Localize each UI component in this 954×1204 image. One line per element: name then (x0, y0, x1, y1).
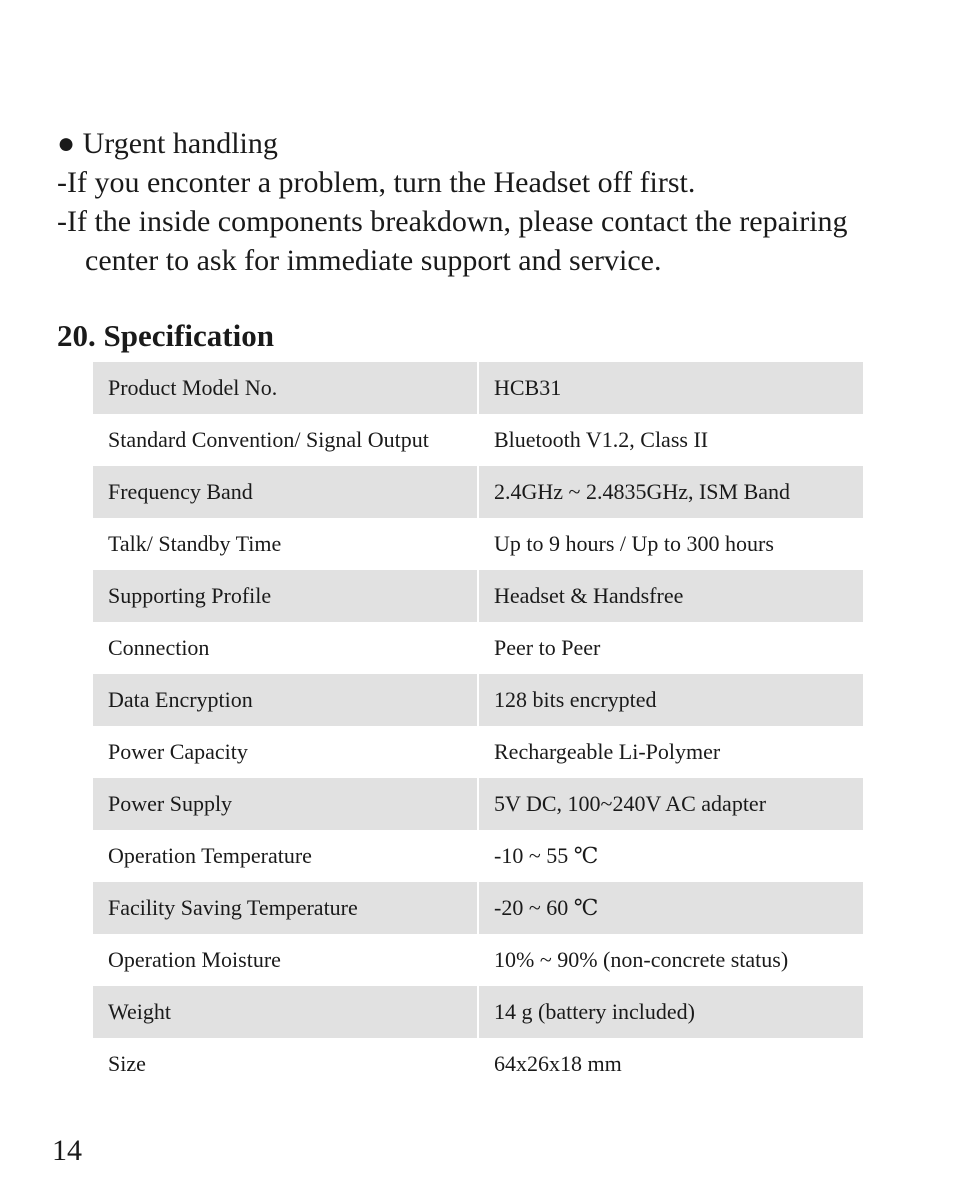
spec-label: Standard Convention/ Signal Output (108, 427, 429, 452)
spec-value: Up to 9 hours / Up to 300 hours (478, 518, 863, 570)
spec-label: Product Model No. (93, 362, 478, 414)
spec-row (93, 986, 863, 1038)
spec-row (93, 414, 863, 466)
specification-table (93, 362, 863, 1090)
spec-row (93, 674, 863, 726)
spec-row (93, 622, 863, 674)
spec-label: Data Encryption (93, 674, 478, 726)
urgent-line-3: center to ask for immediate support and service. (85, 244, 662, 277)
spec-label: Weight (93, 986, 478, 1038)
spec-label: Size (108, 1051, 146, 1076)
spec-row (93, 518, 863, 570)
section-title: 20. Specification (57, 318, 274, 353)
spec-row (93, 882, 863, 934)
spec-label: Facility Saving Temperature (93, 882, 478, 934)
spec-row (93, 570, 863, 622)
spec-row (93, 830, 863, 882)
spec-value: HCB31 (478, 362, 863, 414)
spec-label: Operation Temperature (108, 843, 312, 868)
spec-row (93, 726, 863, 778)
spec-label: Connection (108, 635, 210, 660)
spec-value: -10 ~ 55 ℃ (478, 830, 863, 882)
spec-row (93, 1038, 863, 1090)
spec-value: Headset & Handsfree (478, 570, 863, 622)
spec-value: 14 g (battery included) (478, 986, 863, 1038)
spec-row (93, 934, 863, 986)
spec-value: 128 bits encrypted (478, 674, 863, 726)
spec-value: Peer to Peer (478, 622, 863, 674)
spec-value: Bluetooth V1.2, Class II (478, 414, 863, 466)
spec-value: 64x26x18 mm (478, 1038, 863, 1090)
spec-label: Power Supply (93, 778, 478, 830)
spec-row (93, 778, 863, 830)
spec-label: Frequency Band (93, 466, 478, 518)
spec-label: Supporting Profile (93, 570, 478, 622)
spec-value: 2.4GHz ~ 2.4835GHz, ISM Band (478, 466, 863, 518)
spec-row (93, 362, 863, 414)
urgent-heading: ● Urgent handling (57, 127, 278, 160)
urgent-handling-section (57, 124, 937, 280)
spec-label: Power Capacity (108, 739, 248, 764)
urgent-line-2: -If the inside components breakdown, please contact the repairing (57, 205, 848, 238)
spec-label: Talk/ Standby Time (108, 531, 282, 556)
spec-value: -20 ~ 60 ℃ (478, 882, 863, 934)
spec-label: Operation Moisture (108, 947, 281, 972)
spec-value: 5V DC, 100~240V AC adapter (478, 778, 863, 830)
urgent-line-1: -If you enconter a problem, turn the Headset off first. (57, 166, 696, 199)
page-number: 14 (52, 1134, 82, 1167)
spec-value: Rechargeable Li-Polymer (478, 726, 863, 778)
spec-row (93, 466, 863, 518)
spec-value: 10% ~ 90% (non-concrete status) (478, 934, 863, 986)
